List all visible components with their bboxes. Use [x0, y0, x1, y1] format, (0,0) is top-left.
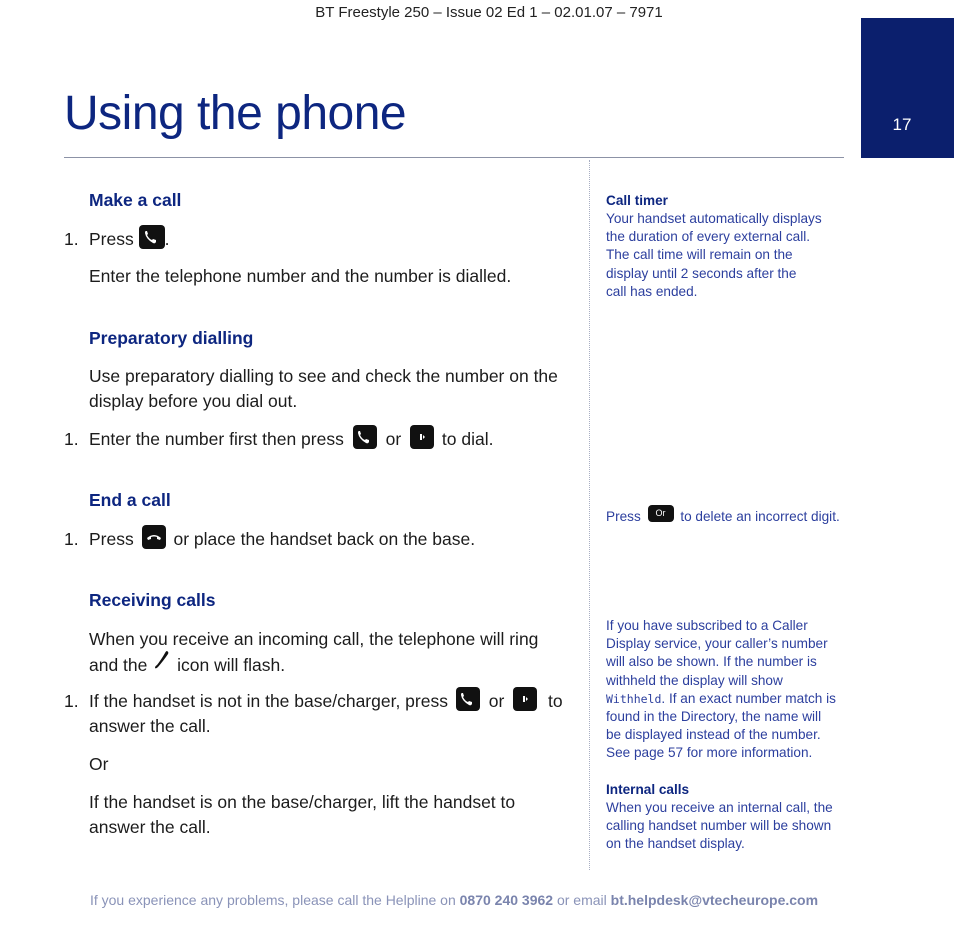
paragraph-text: and the — [89, 655, 148, 676]
paragraph-line: When you receive an incoming call, the telephone will ring — [89, 629, 539, 649]
receiving-alt-paragraph — [89, 790, 515, 840]
document-header: BT Freestyle 250 – Issue 02 Ed 1 – 02.01.07 – 7971 — [315, 4, 663, 21]
step-line: answer the call. — [89, 716, 211, 737]
step-text: to dial. — [441, 429, 494, 449]
step-number: 1. — [64, 691, 79, 711]
footer-text: or email — [556, 892, 607, 908]
preparatory-step — [89, 427, 493, 452]
sidebar-line — [606, 690, 836, 708]
step-text: Press — [89, 229, 134, 249]
sidebar-line: withheld the display will show — [606, 672, 783, 688]
sidebar-line: will also be shown. If the number is — [606, 654, 817, 670]
sidebar-delete-tip — [606, 508, 840, 526]
withheld-display-text: Withheld — [606, 691, 662, 706]
sidebar-call-timer — [606, 192, 822, 301]
page-title: Using the phone — [64, 87, 407, 140]
ringing-handset-icon — [152, 649, 172, 678]
make-call-step — [89, 227, 169, 252]
helpdesk-email: bt.helpdesk@vtecheurope.com — [610, 892, 819, 908]
sidebar-heading: Internal calls — [606, 782, 690, 797]
sidebar-line: call has ended. — [606, 283, 698, 299]
sidebar-text: to delete an incorrect digit. — [680, 509, 840, 524]
receiving-step — [89, 689, 563, 739]
step-text: Enter the number first then press — [89, 429, 344, 449]
handsfree-key-icon — [513, 687, 537, 711]
sidebar-line: display until 2 seconds after the — [606, 265, 797, 281]
preparatory-paragraph — [89, 364, 558, 414]
step-line — [89, 689, 563, 714]
talk-key-icon — [139, 225, 165, 249]
sidebar-line: Your handset automatically displays — [606, 211, 822, 226]
page-tab — [861, 18, 954, 158]
step-number: 1. — [64, 229, 79, 249]
talk-key-icon — [456, 687, 480, 711]
paragraph-line: Use preparatory dialling to see and check the number on the — [89, 366, 558, 386]
heading-make-a-call: Make a call — [89, 190, 182, 210]
step-text: to — [548, 691, 563, 711]
helpline-number: 0870 240 3962 — [459, 892, 554, 908]
sidebar-caller-display — [606, 617, 836, 763]
sidebar-text: Press — [606, 509, 641, 524]
step-text: or place the handset back on the base. — [173, 529, 476, 549]
delete-key-icon: Or — [648, 505, 674, 522]
step-text: or — [488, 691, 505, 711]
sidebar-line: be displayed instead of the number. — [606, 727, 821, 743]
paragraph-line — [89, 652, 538, 681]
sidebar-line: calling handset number will be shown — [606, 818, 832, 834]
step-number: 1. — [64, 529, 79, 549]
heading-preparatory-dialling: Preparatory dialling — [89, 328, 254, 348]
step-text: If the handset is not in the base/charger, press — [89, 691, 448, 711]
title-divider — [64, 157, 844, 158]
sidebar-internal-calls — [606, 781, 833, 854]
heading-receiving-calls: Receiving calls — [89, 590, 216, 610]
sidebar-line: When you receive an internal call, the — [606, 800, 833, 815]
paragraph-line: display before you dial out. — [89, 391, 298, 411]
sidebar-line: Display service, your caller’s number — [606, 636, 828, 652]
end-call-key-icon — [142, 525, 166, 549]
step-number: 1. — [64, 429, 79, 449]
sidebar-line: on the handset display. — [606, 836, 745, 852]
make-call-paragraph: Enter the telephone number and the number is dialled. — [89, 266, 512, 286]
step-text: or — [385, 429, 402, 449]
sidebar-line: found in the Directory, the name will — [606, 709, 822, 725]
end-call-step — [89, 527, 475, 552]
paragraph-line: If the handset is on the base/charger, lift the handset to — [89, 792, 516, 812]
sidebar-line: See page 57 for more information. — [606, 745, 813, 761]
sidebar-line: the duration of every external call. — [606, 229, 811, 245]
paragraph-text: icon will flash. — [177, 655, 286, 676]
footer-text: If you experience any problems, please call the Helpline on — [89, 892, 456, 908]
heading-end-a-call: End a call — [89, 490, 171, 510]
sidebar-line: If you have subscribed to a Caller — [606, 618, 808, 633]
handsfree-key-icon — [410, 425, 434, 449]
or-text: Or — [89, 754, 109, 774]
sidebar-heading: Call timer — [606, 193, 668, 208]
step-text: . — [164, 229, 170, 249]
talk-key-icon — [353, 425, 377, 449]
step-text: Press — [89, 529, 134, 549]
sidebar-line: The call time will remain on the — [606, 247, 793, 263]
page-number: 17 — [892, 115, 912, 134]
page-footer — [0, 892, 908, 908]
column-divider — [589, 160, 590, 870]
sidebar-text: . If an exact number match is — [661, 690, 836, 706]
receiving-paragraph — [89, 627, 538, 681]
paragraph-line: answer the call. — [89, 817, 211, 837]
